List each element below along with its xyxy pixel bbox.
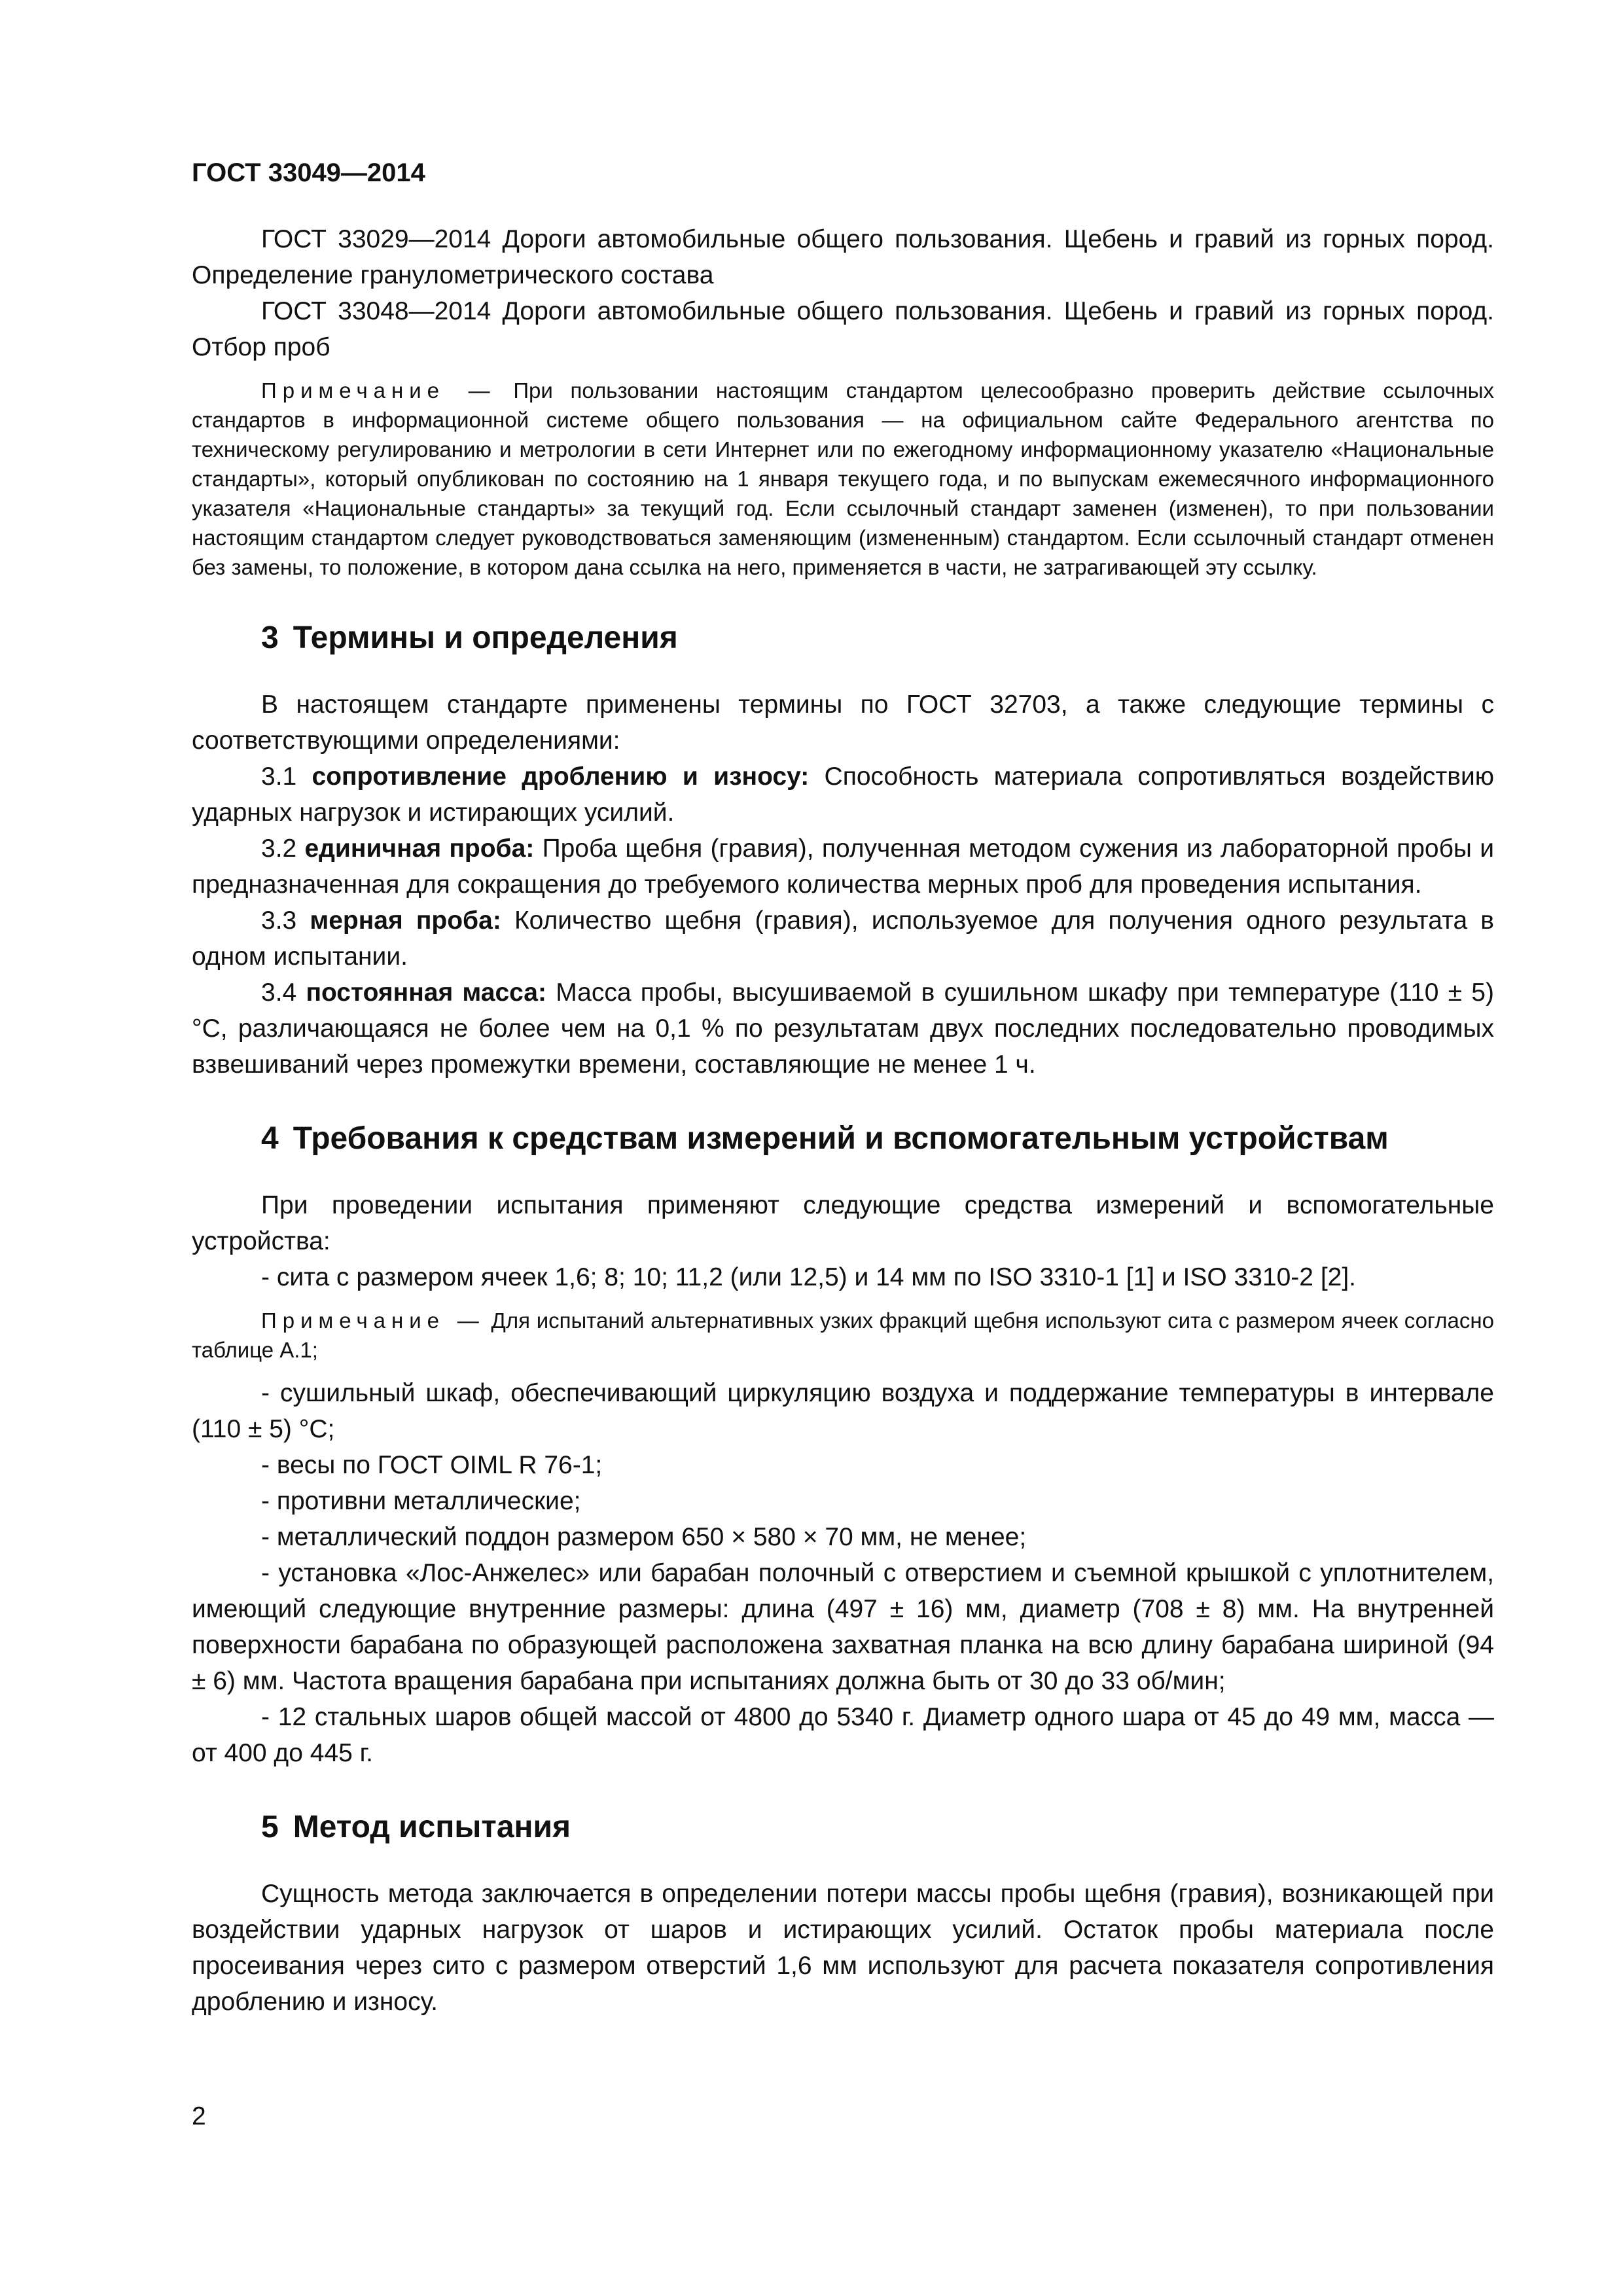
term-definition [192,903,1494,975]
term-number: 3.4 [261,978,306,1007]
term-definition-text: Проба щебня (гравия), полученная методом сужения из лабораторной пробы и предназначенная для сокращения до требуемого количества мерных проб для проведения испытания. [192,834,1494,899]
term-definition [192,831,1494,903]
list-item: - металлический поддон размером 650 × 580 × 70 мм, не менее; [261,1523,1027,1551]
section-5-heading [192,1808,1494,1847]
list-item: - установка «Лос-Анжелес» или барабан полочный с отверстием и съемной крышкой с уплотнителем, имеющий следующие внутренние размеры: длина (497 ± 16) мм, диаметр (708 ± 8) мм. На внутренней поверхности барабана по образующей расположена захватная планка на всю длину барабана шириной (94 ± 6) мм. Частота вращения барабана при испытаниях должна быть от 30 до 33 об/мин; [192,1559,1494,1695]
list-item: - весы по ГОСТ OIML R 76-1; [261,1451,603,1479]
section-number: 3 [261,620,279,655]
term-name: постоянная масса: [306,978,546,1007]
section-number: 5 [261,1810,279,1844]
sieves-note [192,1306,1494,1365]
term-name: единичная проба: [304,834,535,863]
term-definition-text: Количество щебня (гравия), используемое для получения одного результата в одном испытании. [192,906,1494,971]
term-name: мерная проба: [310,906,501,935]
note-text: При пользовании настоящим стандартом целесообразно проверить действие ссылочных стандартов в информационной системе общего пользования — на официальном сайте Федерального агентства по техническому регулированию и метрологии в сети Интернет или по ежегодному информационному указателю «Национальные стандарты», который опубликован по состоянию на 1 января текущего года, и по выпускам ежемесячного информационного указателя «Национальные стандарты» за текущий год. Если ссылочный стандарт заменен (изменен), то при пользовании настоящим стандартом следует руководствоваться заменяющим (измененным) стандартом. Если ссылочный стандарт отменен без замены, то положение, в котором дана ссылка на него, применяется в части, не затрагивающей эту ссылку. [192,378,1494,579]
section-title: Метод испытания [293,1810,571,1844]
section-3-intro: В настоящем стандарте применены термины по ГОСТ 32703, а также следующие термины с соответствующими определениями: [192,691,1494,755]
term-definition-text: Способность материала сопротивляться воздействию ударных нагрузок и истирающих усилий. [192,762,1494,827]
document-code-header: ГОСТ 33049—2014 [192,158,425,187]
term-definition [192,975,1494,1083]
list-item: - противни металлические; [261,1487,581,1515]
reference-gost-33029: ГОСТ 33029—2014 Дороги автомобильные общего пользования. Щебень и гравий из горных пород. Определение гранулометрического состава [192,225,1494,289]
list-item-sieves: - сита с размером ячеек 1,6; 8; 10; 11,2 (или 12,5) и 14 мм по ISO 3310-1 [1] и ISO 3310-2 [2]. [261,1263,1357,1291]
list-item: - 12 стальных шаров общей массой от 4800 до 5340 г. Диаметр одного шара от 45 до 49 мм, масса — от 400 до 445 г. [192,1703,1494,1767]
note-text: Для испытаний альтернативных узких фракций щебня используют сита с размером ячеек согласно таблице А.1; [192,1308,1494,1362]
section-4-heading [192,1119,1494,1158]
term-definition [192,759,1494,831]
page-number: 2 [192,2102,206,2130]
section-title: Требования к средствам измерений и вспомогательным устройствам [293,1121,1389,1156]
term-number: 3.3 [261,906,310,935]
reference-gost-33048: ГОСТ 33048—2014 Дороги автомобильные общего пользования. Щебень и гравий из горных пород. Отбор проб [192,297,1494,361]
section-5-text: Сущность метода заключается в определении потери массы пробы щебня (гравия), возникающей при воздействии ударных нагрузок от шаров и истирающих усилий. Остаток пробы материала после просеивания через сито с размером отверстий 1,6 мм используют для расчета показателя сопротивления дроблению и износу. [192,1880,1494,2016]
note-label: Примечание — [261,378,496,403]
document-page [192,157,1494,2020]
section-3-heading [192,619,1494,658]
section-number: 4 [261,1121,279,1156]
term-number: 3.1 [261,762,312,791]
section-title: Термины и определения [293,620,678,655]
note-label: Примечание — [261,1308,485,1333]
references-note [192,376,1494,582]
term-number: 3.2 [261,834,305,863]
term-definition-text: Масса пробы, высушиваемой в сушильном шкафу при температуре (110 ± 5) °С, различающаяся не более чем на 0,1 % по результатам двух последних последовательно проводимых взвешиваний через промежутки времени, составляющие не менее 1 ч. [192,978,1494,1079]
list-item: - сушильный шкаф, обеспечивающий циркуляцию воздуха и поддержание температуры в интервале (110 ± 5) °С; [192,1379,1494,1443]
term-name: сопротивление дроблению и износу: [312,762,810,791]
section-4-intro: При проведении испытания применяют следующие средства измерений и вспомогательные устройства: [192,1191,1494,1255]
